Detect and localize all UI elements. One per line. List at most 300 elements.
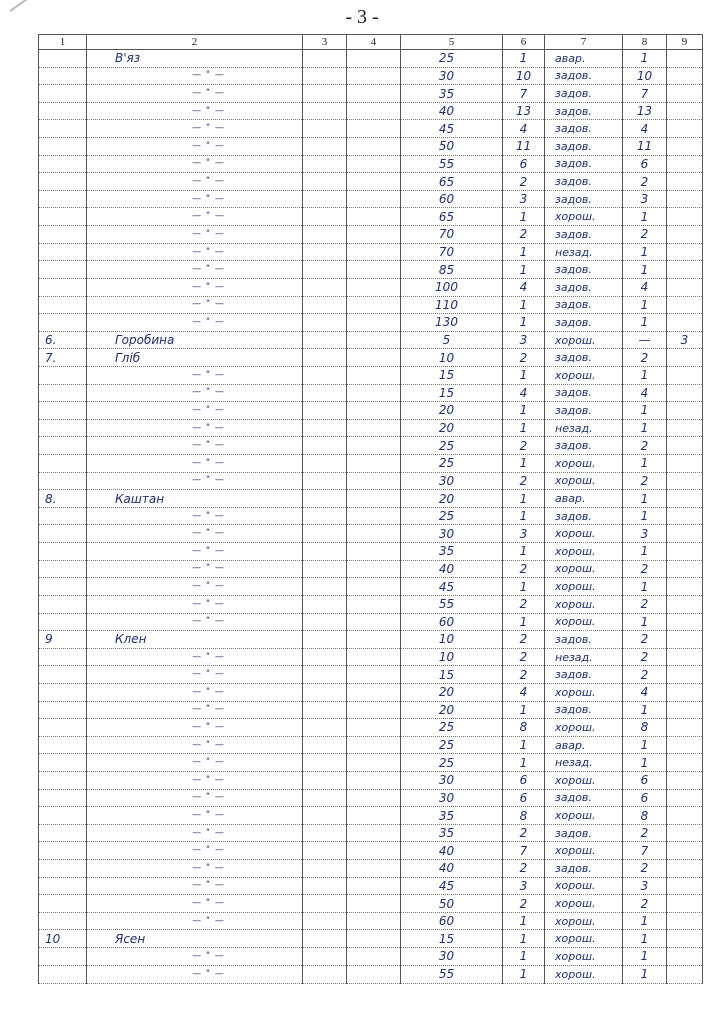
col9-cell [667, 771, 703, 789]
col3-cell [303, 507, 347, 525]
condition-cell: хорош. [545, 877, 623, 895]
quantity-cell: 6 [623, 789, 667, 807]
quantity-cell: 2 [623, 895, 667, 913]
size-cell: 55 [401, 595, 503, 613]
header-cell: 1 [39, 35, 87, 50]
table-row [39, 948, 703, 966]
col4-cell [347, 560, 401, 578]
col9-cell [667, 948, 703, 966]
condition-cell: задов. [545, 120, 623, 138]
quantity-cell: 1 [623, 948, 667, 966]
quantity-cell: 10 [623, 67, 667, 85]
count-cell: 8 [503, 719, 545, 737]
quantity-cell: 3 [623, 877, 667, 895]
header-cell: 8 [623, 35, 667, 50]
row-number-cell [39, 948, 87, 966]
table-row [39, 507, 703, 525]
col3-cell [303, 226, 347, 244]
condition-cell: хорош. [545, 472, 623, 490]
quantity-cell: 2 [623, 560, 667, 578]
row-number-cell [39, 120, 87, 138]
row-number-cell [39, 138, 87, 156]
species-cell: — " — [87, 965, 303, 983]
col3-cell [303, 754, 347, 772]
quantity-cell: 11 [623, 138, 667, 156]
table-row [39, 67, 703, 85]
header-cell: 6 [503, 35, 545, 50]
table-row [39, 877, 703, 895]
col4-cell [347, 85, 401, 103]
col9-cell [667, 278, 703, 296]
row-number-cell [39, 824, 87, 842]
count-cell: 1 [503, 948, 545, 966]
size-cell: 25 [401, 507, 503, 525]
species-cell: — " — [87, 560, 303, 578]
col3-cell [303, 208, 347, 226]
col4-cell [347, 190, 401, 208]
count-cell: 1 [503, 754, 545, 772]
col9-cell [667, 472, 703, 490]
table-row [39, 138, 703, 156]
table-row [39, 719, 703, 737]
count-cell: 2 [503, 895, 545, 913]
species-cell: — " — [87, 85, 303, 103]
col9-cell [667, 155, 703, 173]
col9-cell [667, 543, 703, 561]
col3-cell [303, 930, 347, 948]
size-cell: 25 [401, 455, 503, 473]
col9-cell [667, 666, 703, 684]
table-row [39, 296, 703, 314]
quantity-cell: 3 [623, 525, 667, 543]
col9-cell [667, 296, 703, 314]
size-cell: 20 [401, 683, 503, 701]
col4-cell [347, 683, 401, 701]
row-number-cell [39, 261, 87, 279]
col9-cell [667, 701, 703, 719]
count-cell: 1 [503, 402, 545, 420]
col4-cell [347, 631, 401, 649]
col3-cell [303, 278, 347, 296]
count-cell: 2 [503, 824, 545, 842]
condition-cell: задов. [545, 402, 623, 420]
count-cell: 2 [503, 560, 545, 578]
size-cell: 35 [401, 85, 503, 103]
col4-cell [347, 490, 401, 508]
row-number-cell [39, 578, 87, 596]
col3-cell [303, 314, 347, 332]
condition-cell: задов. [545, 384, 623, 402]
quantity-cell: 1 [623, 402, 667, 420]
header-cell: 9 [667, 35, 703, 50]
table-body [39, 50, 703, 984]
species-cell: — " — [87, 455, 303, 473]
row-number-cell [39, 402, 87, 420]
col4-cell [347, 472, 401, 490]
condition-cell: хорош. [545, 331, 623, 349]
header-cell: 5 [401, 35, 503, 50]
condition-cell: задов. [545, 824, 623, 842]
count-cell: 8 [503, 807, 545, 825]
row-number-cell [39, 226, 87, 244]
col3-cell [303, 543, 347, 561]
size-cell: 70 [401, 226, 503, 244]
col4-cell [347, 50, 401, 68]
species-cell: — " — [87, 595, 303, 613]
count-cell: 3 [503, 877, 545, 895]
count-cell: 2 [503, 631, 545, 649]
table-row [39, 50, 703, 68]
col4-cell [347, 349, 401, 367]
count-cell: 4 [503, 120, 545, 138]
size-cell: 25 [401, 437, 503, 455]
count-cell: 2 [503, 226, 545, 244]
table-row [39, 314, 703, 332]
condition-cell: задов. [545, 67, 623, 85]
size-cell: 40 [401, 102, 503, 120]
quantity-cell: 2 [623, 595, 667, 613]
col9-cell [667, 402, 703, 420]
count-cell: 1 [503, 701, 545, 719]
quantity-cell: 2 [623, 437, 667, 455]
species-cell: — " — [87, 648, 303, 666]
col4-cell [347, 67, 401, 85]
table-row [39, 789, 703, 807]
count-cell: 1 [503, 490, 545, 508]
size-cell: 20 [401, 419, 503, 437]
species-cell: — " — [87, 243, 303, 261]
table-row [39, 85, 703, 103]
col3-cell [303, 613, 347, 631]
count-cell: 1 [503, 261, 545, 279]
condition-cell: хорош. [545, 208, 623, 226]
col4-cell [347, 578, 401, 596]
row-number-cell [39, 701, 87, 719]
condition-cell: хорош. [545, 595, 623, 613]
table-row [39, 384, 703, 402]
table-row [39, 578, 703, 596]
col4-cell [347, 736, 401, 754]
inventory-table [38, 34, 703, 984]
row-number-cell [39, 173, 87, 191]
row-number-cell [39, 472, 87, 490]
col4-cell [347, 895, 401, 913]
condition-cell: задов. [545, 631, 623, 649]
quantity-cell: 8 [623, 719, 667, 737]
table-row [39, 472, 703, 490]
quantity-cell: 1 [623, 261, 667, 279]
col4-cell [347, 648, 401, 666]
row-number-cell [39, 736, 87, 754]
size-cell: 20 [401, 490, 503, 508]
col3-cell [303, 102, 347, 120]
species-cell: — " — [87, 771, 303, 789]
condition-cell: хорош. [545, 683, 623, 701]
species-cell: — " — [87, 578, 303, 596]
row-number-cell [39, 243, 87, 261]
row-number-cell [39, 50, 87, 68]
col4-cell [347, 296, 401, 314]
count-cell: 3 [503, 331, 545, 349]
species-cell: Каштан [87, 490, 303, 508]
row-number-cell [39, 437, 87, 455]
condition-cell: задов. [545, 85, 623, 103]
col3-cell [303, 437, 347, 455]
size-cell: 40 [401, 842, 503, 860]
col9-cell [667, 525, 703, 543]
col4-cell [347, 455, 401, 473]
col9-cell [667, 366, 703, 384]
table-row [39, 490, 703, 508]
col9-cell [667, 912, 703, 930]
col9-cell [667, 50, 703, 68]
quantity-cell: 2 [623, 824, 667, 842]
size-cell: 55 [401, 965, 503, 983]
row-number-cell [39, 314, 87, 332]
count-cell: 7 [503, 85, 545, 103]
size-cell: 45 [401, 877, 503, 895]
col3-cell [303, 965, 347, 983]
count-cell: 13 [503, 102, 545, 120]
col3-cell [303, 455, 347, 473]
row-number-cell: 10 [39, 930, 87, 948]
count-cell: 3 [503, 190, 545, 208]
row-number-cell [39, 208, 87, 226]
row-number-cell: 8. [39, 490, 87, 508]
col9-cell [667, 842, 703, 860]
col9-cell [667, 789, 703, 807]
table-row [39, 437, 703, 455]
col9-cell [667, 102, 703, 120]
table-row [39, 701, 703, 719]
table-row [39, 261, 703, 279]
condition-cell: задов. [545, 437, 623, 455]
count-cell: 4 [503, 278, 545, 296]
size-cell: 30 [401, 67, 503, 85]
quantity-cell: 2 [623, 226, 667, 244]
row-number-cell [39, 771, 87, 789]
col4-cell [347, 771, 401, 789]
condition-cell: незад. [545, 754, 623, 772]
species-cell: — " — [87, 226, 303, 244]
row-number-cell [39, 102, 87, 120]
col9-cell [667, 261, 703, 279]
col4-cell [347, 543, 401, 561]
col3-cell [303, 631, 347, 649]
col3-cell [303, 419, 347, 437]
condition-cell: хорош. [545, 455, 623, 473]
species-cell: — " — [87, 190, 303, 208]
species-cell: — " — [87, 261, 303, 279]
col3-cell [303, 138, 347, 156]
species-cell: — " — [87, 824, 303, 842]
col9-cell [667, 595, 703, 613]
row-number-cell [39, 842, 87, 860]
col9-cell [667, 895, 703, 913]
row-number-cell [39, 190, 87, 208]
col3-cell [303, 683, 347, 701]
size-cell: 25 [401, 754, 503, 772]
col3-cell [303, 50, 347, 68]
quantity-cell: 3 [623, 190, 667, 208]
species-cell: — " — [87, 948, 303, 966]
col9-cell [667, 824, 703, 842]
condition-cell: задов. [545, 314, 623, 332]
species-cell: — " — [87, 472, 303, 490]
row-number-cell [39, 525, 87, 543]
size-cell: 60 [401, 190, 503, 208]
species-cell: — " — [87, 155, 303, 173]
condition-cell: задов. [545, 789, 623, 807]
table-row [39, 455, 703, 473]
col4-cell [347, 877, 401, 895]
table-row [39, 226, 703, 244]
species-cell: — " — [87, 877, 303, 895]
col4-cell [347, 824, 401, 842]
species-cell: — " — [87, 278, 303, 296]
count-cell: 4 [503, 683, 545, 701]
col9-cell [667, 631, 703, 649]
size-cell: 5 [401, 331, 503, 349]
table-row [39, 419, 703, 437]
count-cell: 11 [503, 138, 545, 156]
quantity-cell: 1 [623, 419, 667, 437]
col4-cell [347, 701, 401, 719]
condition-cell: хорош. [545, 613, 623, 631]
col9-cell [667, 120, 703, 138]
count-cell: 3 [503, 525, 545, 543]
condition-cell: задов. [545, 102, 623, 120]
size-cell: 30 [401, 472, 503, 490]
col3-cell [303, 842, 347, 860]
col4-cell [347, 419, 401, 437]
size-cell: 45 [401, 120, 503, 138]
quantity-cell: 1 [623, 490, 667, 508]
col3-cell [303, 261, 347, 279]
table-row [39, 736, 703, 754]
size-cell: 30 [401, 948, 503, 966]
row-number-cell [39, 613, 87, 631]
col9-cell [667, 736, 703, 754]
quantity-cell: — [623, 331, 667, 349]
quantity-cell: 4 [623, 384, 667, 402]
count-cell: 6 [503, 771, 545, 789]
col3-cell [303, 525, 347, 543]
condition-cell: хорош. [545, 912, 623, 930]
count-cell: 1 [503, 208, 545, 226]
condition-cell: хорош. [545, 578, 623, 596]
table-row [39, 771, 703, 789]
col4-cell [347, 666, 401, 684]
quantity-cell: 2 [623, 349, 667, 367]
size-cell: 30 [401, 525, 503, 543]
row-number-cell [39, 419, 87, 437]
condition-cell: авар. [545, 736, 623, 754]
condition-cell: задов. [545, 507, 623, 525]
col3-cell [303, 560, 347, 578]
condition-cell: задов. [545, 701, 623, 719]
quantity-cell: 7 [623, 85, 667, 103]
row-number-cell [39, 719, 87, 737]
col4-cell [347, 789, 401, 807]
col4-cell [347, 807, 401, 825]
size-cell: 100 [401, 278, 503, 296]
quantity-cell: 6 [623, 771, 667, 789]
table-row [39, 930, 703, 948]
condition-cell: хорош. [545, 366, 623, 384]
col3-cell [303, 824, 347, 842]
species-cell: — " — [87, 366, 303, 384]
col4-cell [347, 102, 401, 120]
count-cell: 6 [503, 155, 545, 173]
size-cell: 110 [401, 296, 503, 314]
species-cell: — " — [87, 208, 303, 226]
table-row [39, 631, 703, 649]
condition-cell: задов. [545, 226, 623, 244]
header-cell: 2 [87, 35, 303, 50]
table-row [39, 648, 703, 666]
col4-cell [347, 507, 401, 525]
col4-cell [347, 595, 401, 613]
condition-cell: хорош. [545, 948, 623, 966]
quantity-cell: 13 [623, 102, 667, 120]
col9-cell [667, 648, 703, 666]
col3-cell [303, 719, 347, 737]
count-cell: 1 [503, 543, 545, 561]
species-cell: — " — [87, 419, 303, 437]
table-row [39, 155, 703, 173]
col4-cell [347, 173, 401, 191]
table-row [39, 965, 703, 983]
row-number-cell [39, 85, 87, 103]
count-cell: 2 [503, 437, 545, 455]
condition-cell: задов. [545, 296, 623, 314]
species-cell: — " — [87, 296, 303, 314]
row-number-cell [39, 789, 87, 807]
col3-cell [303, 384, 347, 402]
table-row [39, 824, 703, 842]
size-cell: 50 [401, 138, 503, 156]
size-cell: 85 [401, 261, 503, 279]
col9-cell [667, 930, 703, 948]
col3-cell [303, 860, 347, 878]
col4-cell [347, 930, 401, 948]
quantity-cell: 1 [623, 243, 667, 261]
count-cell: 1 [503, 243, 545, 261]
table-row [39, 331, 703, 349]
header-cell: 7 [545, 35, 623, 50]
header-row [39, 35, 703, 50]
page-number: - 3 - [345, 6, 379, 28]
col3-cell [303, 595, 347, 613]
table-row [39, 173, 703, 191]
count-cell: 1 [503, 296, 545, 314]
col9-cell [667, 807, 703, 825]
condition-cell: задов. [545, 278, 623, 296]
col3-cell [303, 648, 347, 666]
row-number-cell [39, 860, 87, 878]
col9-cell [667, 138, 703, 156]
species-cell: — " — [87, 701, 303, 719]
count-cell: 2 [503, 472, 545, 490]
species-cell: — " — [87, 912, 303, 930]
col3-cell [303, 155, 347, 173]
row-number-cell [39, 595, 87, 613]
condition-cell: задов. [545, 349, 623, 367]
quantity-cell: 2 [623, 860, 667, 878]
condition-cell: хорош. [545, 930, 623, 948]
count-cell: 1 [503, 455, 545, 473]
